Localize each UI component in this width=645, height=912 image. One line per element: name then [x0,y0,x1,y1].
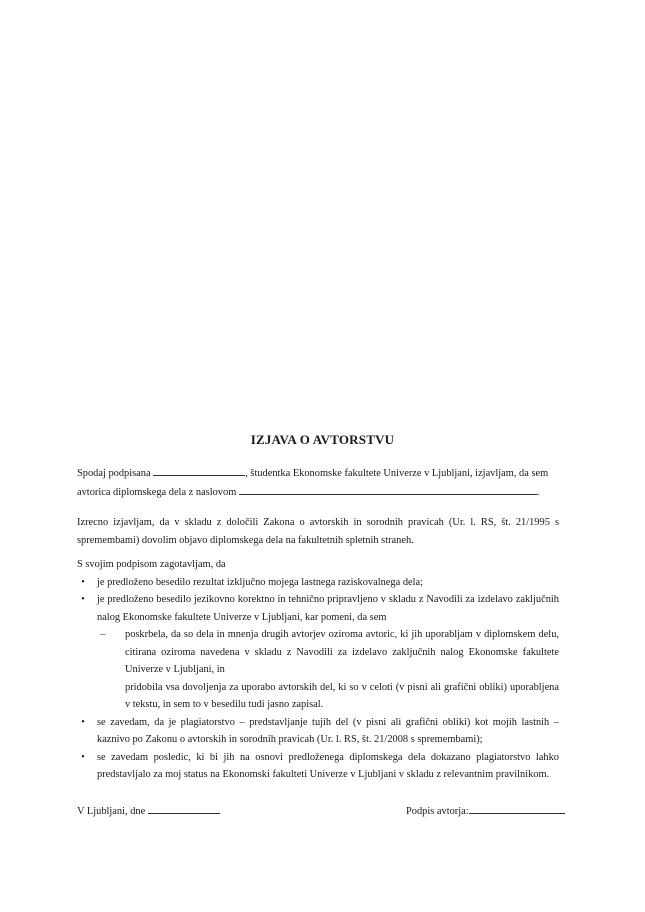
page-title: IZJAVA O AVTORSTVU [250,432,395,447]
sub-list-item [97,679,559,714]
list-item-text: se zavedam, da je plagiatorstvo – predstavljanje tujih del (v pisni ali grafični obliki) kot mojih lastnih – kaznivo po Zakonu o avtorskih in sorodnih pravicah (Ur. l. RS, št. 21/2008 s spremembami); [97,716,559,745]
sub-list-item-text: poskrbela, da so dela in mnenja drugih avtorjev oziroma avtoric, ki jih uporabljam v diplomskem delu, citirana oziroma navedena v skladu z Navodili za izdelavo zaključnih nalog Ekonomske fakultete Univerze v Ljubljani, in [125,629,559,675]
signature-label: Podpis avtorja: [406,806,469,817]
guarantee-list [77,574,559,784]
declaration-paragraph: Izrecno izjavljam, da v skladu z določili Zakona o avtorskih in sorodnih pravicah (Ur. l. RS, št. 21/1995 s spremembami) dovolim objavo diplomskega dela na fakultetnih spletnih straneh. [77,517,559,546]
name-blank-field[interactable] [153,464,245,476]
intro-text-student: , študentka Ekonomske fakultete Univerze v Ljubljani, izjavljam, da sem [245,468,549,479]
intro-line-1 [77,464,559,483]
signature-field [406,802,565,821]
guarantee-lead: S svojim podpisom zagotavljam, da [77,559,226,570]
intro-text-end: . [536,486,540,498]
list-item-text: je predloženo besedilo jezikovno korektno in tehnično pripravljeno v skladu z Navodili za izdelavo zaključnih nalog Ekonomske fakultete Univerze v Ljubljani, kar pomeni, da sem [97,594,559,623]
sub-list-item [97,626,559,679]
list-item [77,574,559,592]
place-date-field [77,802,220,821]
place-date-label: V Ljubljani, dne [77,806,146,817]
intro-text-signed: Spodaj podpisana [77,468,151,479]
thesis-title-blank-field[interactable] [239,483,537,495]
dash-icon: – [100,629,106,640]
intro-line-2 [77,483,559,502]
bullet-icon: • [81,594,85,605]
list-item [77,714,559,749]
list-item-text: je predloženo besedilo rezultat izključno mojega lastnega raziskovalnega dela; [97,576,424,588]
bullet-icon: • [81,716,85,728]
sub-list-item-text: pridobila vsa dovoljenja za uporabo avtorskih del, ki so v celoti (v pisni ali grafični obliki) uporabljena v tekstu, in sem to v besedilu tudi jasno zapisal. [125,681,559,710]
intro-paragraph [77,464,559,501]
intro-text-thesis: avtorica diplomskega dela z naslovom [77,486,237,498]
bullet-icon: • [81,576,85,588]
date-blank-field[interactable] [148,802,220,814]
list-item [77,749,559,784]
guarantee-section [77,556,559,784]
bullet-icon: • [81,751,85,763]
list-item [77,591,559,714]
sub-list [97,626,559,714]
signature-blank-field[interactable] [469,802,565,814]
list-item-text: se zavedam posledic, ki bi jih na osnovi predloženega diplomskega dela dokazano plagiatorstvo lahko predstavljalo za moj status na Ekonomski fakulteti Univerze v Ljubljani v skladu z relevantnim pravilnikom. [97,751,559,780]
